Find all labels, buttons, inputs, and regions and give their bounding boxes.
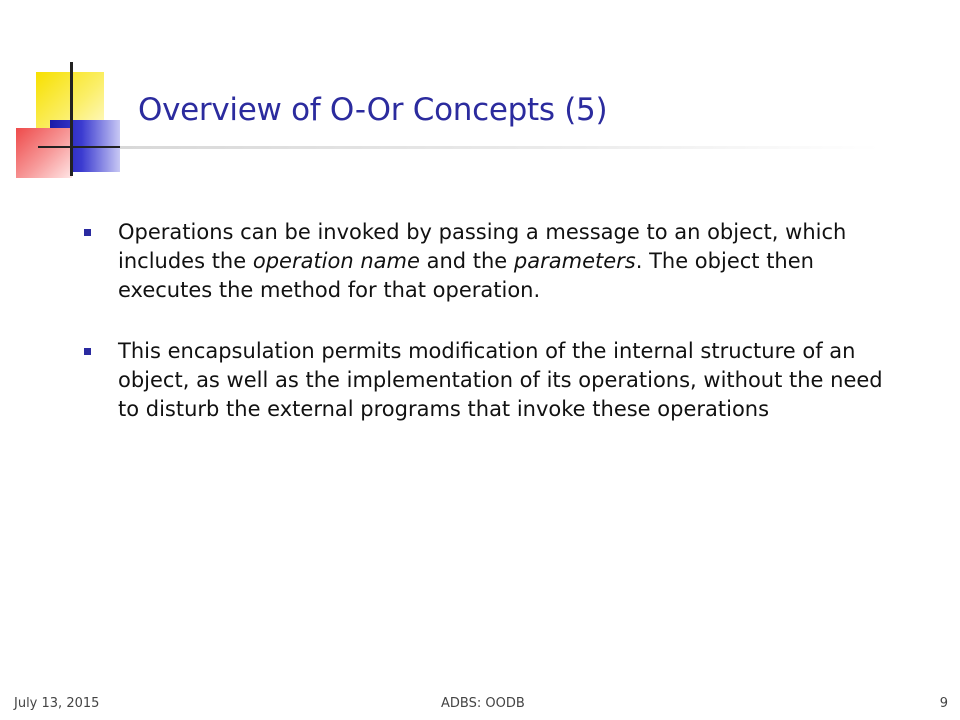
bullet-item (80, 337, 900, 424)
slide-number: 9 (939, 696, 948, 711)
square-bullet-icon (84, 348, 91, 355)
emphasis-parameters: parameters (513, 249, 636, 273)
square-bullet-icon (84, 229, 91, 236)
bullet-list (80, 218, 900, 456)
bullet-text: Operations can be invoked by passing a message to an object, which includes the operation name and the parameters. The object then executes the method for that operation. (118, 220, 847, 302)
footer-course-label: ADBS: OODB (441, 696, 525, 711)
footer-date: July 13, 2015 (14, 696, 100, 711)
emphasis-operation-name: operation name (252, 249, 420, 273)
title-underline (120, 146, 880, 149)
slide-title: Overview of O-Or Concepts (5) (138, 92, 608, 128)
bullet-text: This encapsulation permits modification of the internal structure of an object, as well as the implementation of its operations, without the need to disturb the external programs that invoke these operations (118, 339, 883, 421)
slide-logo-decoration (0, 0, 140, 200)
bullet-item (80, 218, 900, 305)
logo-red-square (16, 128, 72, 178)
logo-vertical-line (70, 62, 73, 176)
